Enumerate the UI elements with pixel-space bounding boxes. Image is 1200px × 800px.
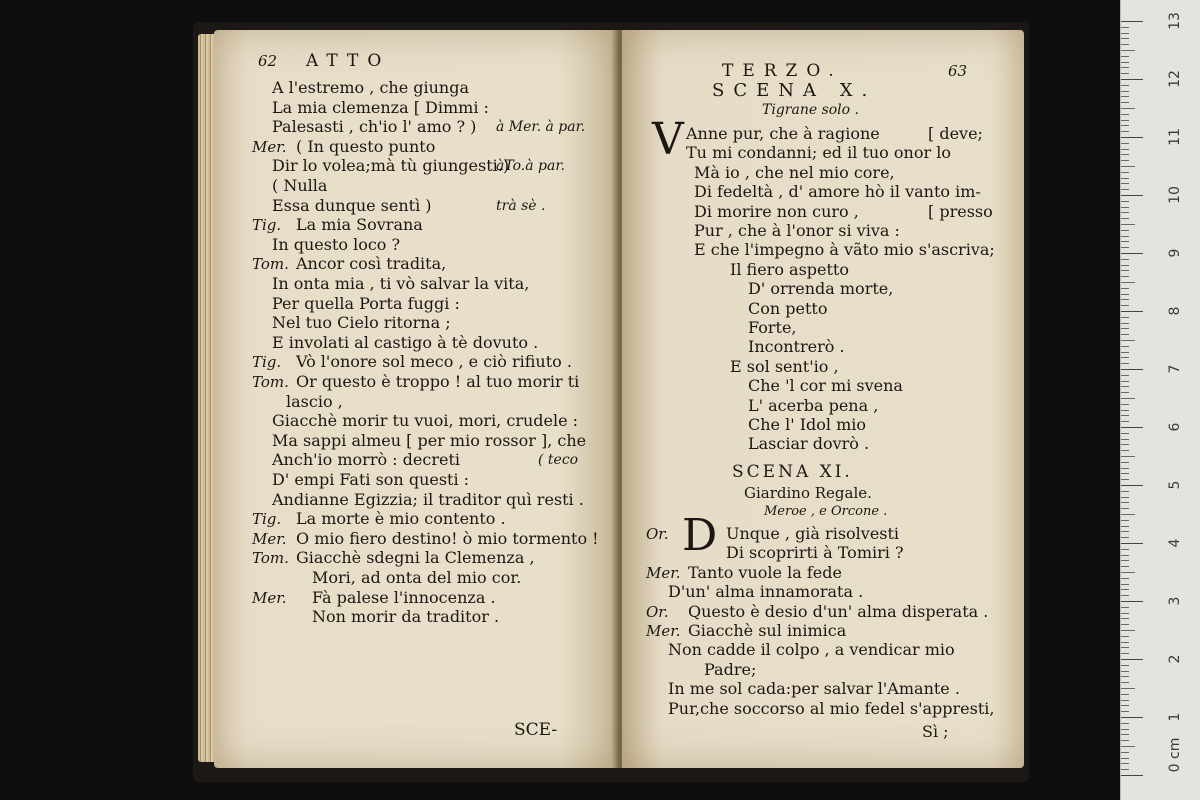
ruler-label: 0 cm — [1167, 737, 1183, 773]
ruler-tick — [1121, 195, 1143, 196]
verse-line: Tanto vuole la fede — [688, 562, 842, 582]
verse-line: La mia Sovrana — [296, 215, 423, 235]
left-page — [214, 30, 618, 768]
stage-direction: àTo.à par. — [496, 158, 565, 175]
right-running-head: TERZO. — [722, 61, 843, 81]
ruler-tick — [1121, 247, 1129, 248]
ruler-tick — [1121, 369, 1143, 370]
verse-line: Anch'io morrò : decreti — [272, 450, 460, 470]
ruler-tick — [1121, 404, 1129, 405]
right-catchword: Sì ; — [922, 722, 949, 741]
ruler-tick — [1121, 230, 1129, 231]
speaker-label: Mer. — [646, 563, 681, 582]
ruler-tick — [1121, 166, 1135, 167]
ruler-tick — [1121, 392, 1129, 393]
verse-line: Di morire non curo , — [694, 201, 859, 221]
verse-line: Il fiero aspetto — [730, 259, 849, 279]
ruler-tick — [1121, 323, 1129, 324]
ruler-tick — [1121, 96, 1129, 97]
speaker-label: Or. — [646, 602, 669, 621]
ruler-tick — [1121, 38, 1129, 39]
verse-line: Vò l'onore sol meco , e ciò rifiuto . — [296, 352, 572, 372]
ruler-tick — [1121, 265, 1129, 266]
ruler-tick — [1121, 497, 1129, 498]
ruler-tick — [1121, 91, 1129, 92]
ruler-tick — [1121, 595, 1129, 596]
verse-line: Pur , che à l'onor si viva : — [694, 221, 900, 240]
ruler-tick — [1121, 642, 1129, 643]
ruler-tick — [1121, 212, 1129, 213]
ruler-tick — [1121, 688, 1135, 689]
ruler-tick — [1121, 508, 1129, 509]
ruler-tick — [1121, 218, 1129, 219]
verse-line: L' acerba pena , — [748, 395, 879, 415]
ruler-tick — [1121, 102, 1129, 103]
ruler-tick — [1121, 334, 1129, 335]
bracket-word: [ deve; — [928, 124, 983, 143]
ruler-label: 8 — [1167, 306, 1183, 316]
verse-line: E involati al castigo à tè dovuto . — [272, 332, 539, 352]
verse-line: Incontrerò . — [748, 337, 845, 357]
ruler-tick — [1121, 752, 1129, 753]
ruler-tick — [1121, 566, 1129, 567]
ruler-tick — [1121, 665, 1129, 666]
ruler-tick — [1121, 56, 1129, 57]
ruler-tick — [1121, 172, 1129, 173]
ruler-tick — [1121, 676, 1129, 677]
ruler-label: 4 — [1167, 538, 1183, 548]
scene-x-title: SCENA X. — [712, 80, 877, 101]
ruler-label: 7 — [1167, 364, 1183, 374]
ruler-tick — [1121, 328, 1129, 329]
ruler-tick — [1121, 346, 1129, 347]
scene-xi-characters: Meroe , e Orcone . — [764, 504, 888, 519]
ruler-label: 3 — [1167, 596, 1183, 606]
ruler-tick — [1121, 299, 1129, 300]
ruler-tick — [1121, 224, 1135, 225]
verse-line: La morte è mio contento . — [296, 509, 506, 529]
ruler-tick — [1121, 671, 1129, 672]
verse-line: Con petto — [748, 298, 828, 318]
ruler-tick — [1121, 398, 1135, 399]
verse-line: D' empi Fati son questi : — [272, 470, 470, 489]
verse-line: Questo è desio d'un' alma disperata . — [688, 601, 989, 621]
ruler-tick — [1121, 485, 1143, 486]
ruler-label: 1 — [1167, 712, 1183, 722]
ruler-label: 11 — [1167, 128, 1183, 146]
speaker-label: Mer. — [252, 588, 287, 607]
left-running-head: ATTO — [306, 51, 391, 71]
ruler-tick — [1121, 543, 1143, 544]
ruler-tick — [1121, 520, 1129, 521]
ruler-tick — [1121, 694, 1129, 695]
ruler-tick — [1121, 108, 1135, 109]
ruler-tick — [1121, 79, 1143, 80]
verse-line: Giacchè sul inimica — [688, 621, 847, 640]
verse-line: Forte, — [748, 318, 797, 337]
verse-line: D' orrenda morte, — [748, 279, 894, 299]
ruler-tick — [1121, 253, 1143, 254]
verse-line: Padre; — [704, 659, 757, 679]
verse-line: Andianne Egizzia; il traditor quì resti . — [272, 489, 584, 509]
ruler-label: 10 — [1167, 186, 1183, 204]
ruler-tick — [1121, 276, 1129, 277]
ruler-label: 6 — [1167, 422, 1183, 432]
measurement-ruler — [1120, 0, 1200, 800]
ruler-tick — [1121, 456, 1135, 457]
ruler-tick — [1121, 549, 1129, 550]
verse-line: Tu mi condanni; ed il tuo onor lo — [686, 143, 951, 163]
stage-direction: trà sè . — [496, 197, 546, 214]
ruler-tick — [1121, 444, 1129, 445]
verse-line: Fà palese l'innocenza . — [312, 587, 496, 607]
ruler-label: 9 — [1167, 248, 1183, 258]
verse-line: Per quella Porta fuggi : — [272, 293, 460, 313]
verse-line: Che l' Idol mio — [748, 415, 867, 434]
verse-line: Anne pur, che à ragione — [686, 124, 880, 143]
ruler-tick — [1121, 352, 1129, 353]
ruler-tick — [1121, 537, 1129, 538]
ruler-tick — [1121, 415, 1129, 416]
ruler-tick — [1121, 386, 1129, 387]
ruler-tick — [1121, 363, 1129, 364]
ruler-tick — [1121, 479, 1129, 480]
ruler-tick — [1121, 502, 1129, 503]
verse-line: O mio fiero destino! ò mio tormento ! — [296, 528, 599, 548]
ruler-tick — [1121, 462, 1129, 463]
verse-line: ( Nulla — [272, 176, 328, 195]
ruler-tick — [1121, 282, 1135, 283]
verse-line: Ancor così tradita, — [296, 254, 447, 274]
ruler-tick — [1121, 653, 1129, 654]
verse-line: Pur,che soccorso al mio fedel s'appresti, — [668, 698, 995, 718]
ruler-tick — [1121, 607, 1129, 608]
verse-line: Che 'l cor mi svena — [748, 376, 903, 396]
ruler-tick — [1121, 473, 1129, 474]
ruler-tick — [1121, 207, 1129, 208]
ruler-tick — [1121, 758, 1129, 759]
speaker-label: Mer. — [646, 622, 681, 640]
verse-line: Giacchè sdegni la Clemenza , — [296, 548, 535, 568]
speaker-label: Tom. — [252, 549, 289, 568]
scene-xi-setting: Giardino Regale. — [744, 484, 872, 502]
ruler-label: 12 — [1167, 70, 1183, 88]
ruler-tick — [1121, 717, 1143, 718]
ruler-tick — [1121, 584, 1129, 585]
verse-line: Palesasti , ch'io l' amo ? ) — [272, 117, 477, 137]
ruler-tick — [1121, 746, 1135, 747]
ruler-tick — [1121, 125, 1129, 126]
ruler-tick — [1121, 433, 1129, 434]
ruler-tick — [1121, 410, 1129, 411]
ruler-tick — [1121, 526, 1129, 527]
ruler-label: 5 — [1167, 480, 1183, 490]
verse-line: Mà io , che nel mio core, — [694, 162, 895, 182]
verse-line: E sol sent'io , — [730, 356, 839, 376]
speaker-label: Tom. — [252, 255, 289, 274]
speaker-label: Or. — [646, 525, 669, 543]
ruler-tick — [1121, 189, 1129, 190]
ruler-tick — [1121, 514, 1135, 515]
left-page-number: 62 — [258, 52, 278, 70]
scene-xi-dropcap: D — [682, 510, 718, 561]
ruler-tick — [1121, 711, 1129, 712]
ruler-tick — [1121, 624, 1129, 625]
ruler-tick — [1121, 769, 1129, 770]
ruler-tick — [1121, 468, 1129, 469]
verse-line: D'un' alma innamorata . — [668, 582, 864, 602]
scene-xi-title: SCENA XI. — [732, 462, 853, 482]
ruler-tick — [1121, 340, 1135, 341]
verse-line: A l'estremo , che giunga — [272, 78, 470, 97]
ruler-tick — [1121, 137, 1143, 138]
scene-x-dropcap: V — [652, 114, 684, 165]
ruler-tick — [1121, 270, 1129, 271]
ruler-tick — [1121, 120, 1129, 121]
ruler-tick — [1121, 589, 1129, 590]
speaker-label: Mer. — [252, 137, 287, 156]
ruler-tick — [1121, 44, 1129, 45]
ruler-tick — [1121, 421, 1129, 422]
ruler-tick — [1121, 630, 1135, 631]
ruler-tick — [1121, 33, 1129, 34]
verse-line: Or questo è troppo ! al tuo morir ti — [296, 372, 580, 391]
ruler-tick — [1121, 729, 1129, 730]
ruler-label: 13 — [1167, 12, 1183, 30]
ruler-tick — [1121, 288, 1129, 289]
ruler-tick — [1121, 740, 1129, 741]
ruler-tick — [1121, 700, 1129, 701]
verse-line: Dir lo volea;mà tù giungesti.) — [272, 156, 510, 176]
ruler-tick — [1121, 67, 1129, 68]
verse-line: Essa dunque sentì ) — [272, 195, 432, 215]
ruler-tick — [1121, 183, 1129, 184]
ruler-tick — [1121, 305, 1129, 306]
ruler-tick — [1121, 149, 1129, 150]
speaker-label: Tig. — [252, 510, 282, 529]
ruler-tick — [1121, 723, 1129, 724]
ruler-tick — [1121, 178, 1129, 179]
verse-line: Ma sappi almeu [ per mio rossor ], che — [272, 430, 587, 450]
verse-line: E che l'impegno à vãto mio s'ascriva; — [694, 240, 995, 260]
ruler-tick — [1121, 682, 1129, 683]
ruler-tick — [1121, 154, 1129, 155]
ruler-tick — [1121, 317, 1129, 318]
left-catchword: SCE- — [514, 720, 558, 740]
ruler-tick — [1121, 50, 1135, 51]
ruler-tick — [1121, 375, 1129, 376]
ruler-tick — [1121, 560, 1129, 561]
verse-line: ( In questo punto — [296, 136, 436, 156]
ruler-tick — [1121, 659, 1143, 660]
speaker-label: Mer. — [252, 529, 287, 548]
right-page — [622, 30, 1024, 768]
verse-line: Lasciar dovrò . — [748, 434, 870, 454]
verse-line: In questo loco ? — [272, 234, 401, 254]
ruler-tick — [1121, 705, 1129, 706]
ruler-tick — [1121, 85, 1129, 86]
speaker-label: Tig. — [252, 216, 282, 235]
verse-line: Di fedeltà , d' amore hò il vanto im- — [694, 182, 981, 202]
ruler-tick — [1121, 73, 1129, 74]
ruler-tick — [1121, 160, 1129, 161]
ruler-tick — [1121, 450, 1129, 451]
ruler-tick — [1121, 491, 1129, 492]
speaker-label: Tig. — [252, 353, 282, 372]
ruler-tick — [1121, 647, 1129, 648]
ruler-tick — [1121, 131, 1129, 132]
verse-line: Non morir da traditor . — [312, 607, 500, 627]
ruler-tick — [1121, 381, 1129, 382]
right-page-number: 63 — [948, 62, 968, 80]
ruler-tick — [1121, 531, 1129, 532]
ruler-tick — [1121, 236, 1129, 237]
scene-x-character: Tigrane solo . — [762, 102, 859, 118]
verse-line: La mia clemenza [ Dimmi : — [272, 97, 489, 117]
speaker-label: Tom. — [252, 373, 289, 391]
bracket-word: [ presso — [928, 201, 993, 221]
verse-line: In me sol cada:per salvar l'Amante . — [668, 679, 960, 699]
ruler-label: 2 — [1167, 654, 1183, 664]
ruler-tick — [1121, 201, 1129, 202]
ruler-tick — [1121, 601, 1143, 602]
verse-line: Nel tuo Cielo ritorna ; — [272, 313, 451, 333]
verse-line: Di scoprirti à Tomiri ? — [726, 543, 904, 563]
ruler-tick — [1121, 241, 1129, 242]
ruler-tick — [1121, 618, 1129, 619]
verse-line: Mori, ad onta del mio cor. — [312, 568, 522, 587]
ruler-tick — [1121, 775, 1143, 776]
ruler-tick — [1121, 427, 1143, 428]
ruler-tick — [1121, 311, 1143, 312]
stage-direction: à Mer. à par. — [496, 119, 586, 136]
ruler-tick — [1121, 439, 1129, 440]
verse-line: lascio , — [286, 391, 343, 411]
ruler-tick — [1121, 613, 1129, 614]
verse-line: Unque , già risolvesti — [726, 524, 900, 543]
ruler-tick — [1121, 114, 1129, 115]
ruler-tick — [1121, 62, 1129, 63]
ruler-tick — [1121, 636, 1129, 637]
ruler-tick — [1121, 555, 1129, 556]
ruler-tick — [1121, 294, 1129, 295]
ruler-tick — [1121, 763, 1129, 764]
ruler-tick — [1121, 27, 1129, 28]
verse-line: Non cadde il colpo , a vendicar mio — [668, 640, 955, 660]
ruler-tick — [1121, 259, 1129, 260]
stage-direction: ( teco — [538, 452, 579, 469]
verse-line: In onta mia , ti vò salvar la vita, — [272, 274, 530, 293]
ruler-tick — [1121, 572, 1135, 573]
verse-line: Giacchè morir tu vuoi, mori, crudele : — [272, 411, 579, 431]
ruler-tick — [1121, 357, 1129, 358]
ruler-tick — [1121, 578, 1129, 579]
ruler-tick — [1121, 143, 1129, 144]
ruler-tick — [1121, 21, 1143, 22]
ruler-tick — [1121, 734, 1129, 735]
